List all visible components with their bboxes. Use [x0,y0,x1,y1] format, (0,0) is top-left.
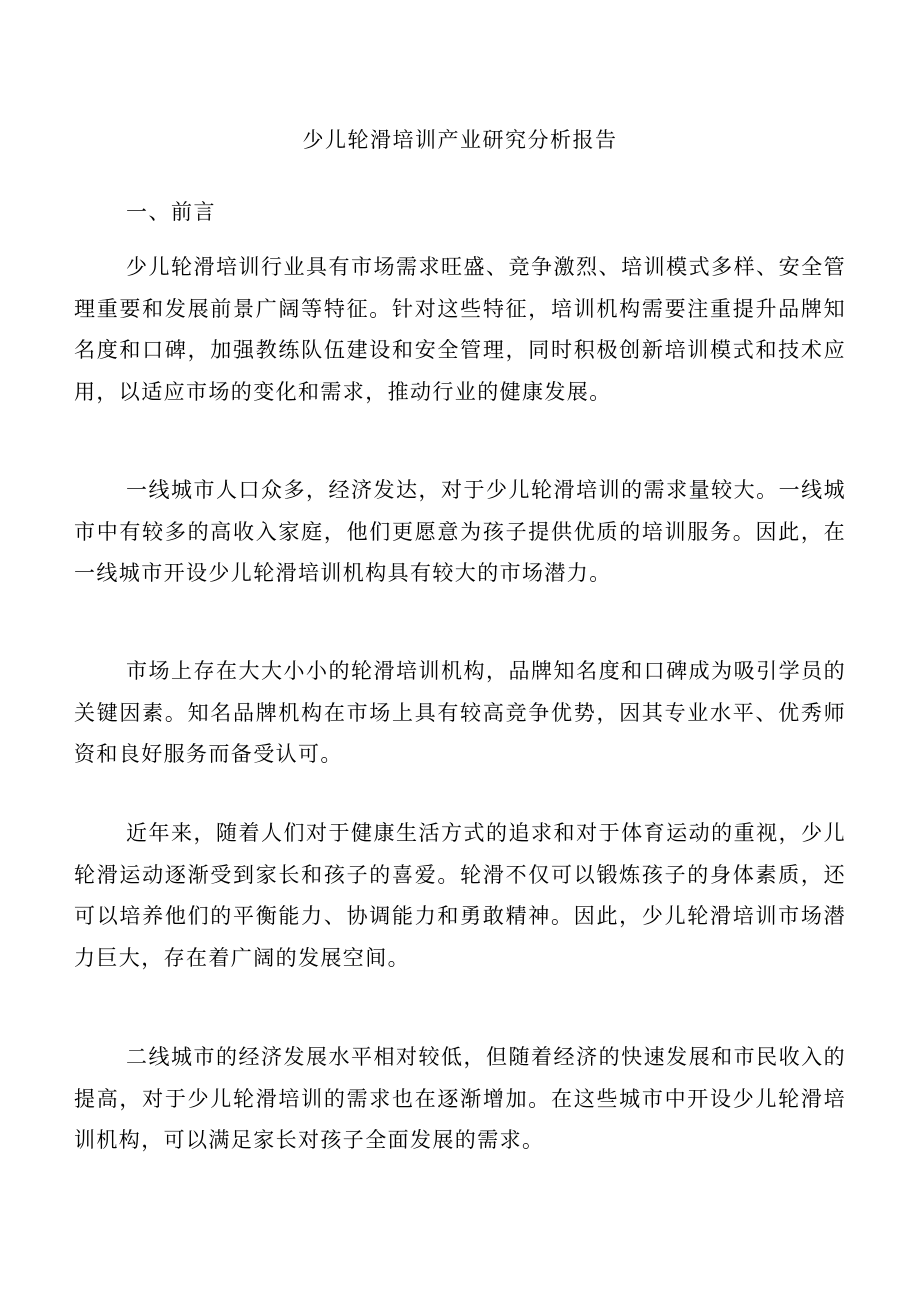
section-heading: 一、前言 [126,200,216,224]
paragraph-4: 近年来，随着人们对于健康生活方式的追求和对于体育运动的重视，少儿轮滑运动逐渐受到家长和孩子的喜爱。轮滑不仅可以锻炼孩子的身体素质，还可以培养他们的平衡能力、协调能力和勇敢精神。因此，少儿轮滑培训市场潜力巨大，存在着广阔的发展空间。 [74,821,846,970]
paragraph-5: 二线城市的经济发展水平相对较低，但随着经济的快速发展和市民收入的提高，对于少儿轮滑培训的需求也在逐渐增加。在这些城市中开设少儿轮滑培训机构，可以满足家长对孩子全面发展的需求。 [74,1045,846,1152]
paragraph-1: 少儿轮滑培训行业具有市场需求旺盛、竞争激烈、培训模式多样、安全管理重要和发展前景广阔等特征。针对这些特征，培训机构需要注重提升品牌知名度和口碑，加强教练队伍建设和安全管理，同时积极创新培训模式和技术应用，以适应市场的变化和需求，推动行业的健康发展。 [74,255,846,404]
document-title: 少儿轮滑培训产业研究分析报告 [302,128,618,152]
paragraph-2: 一线城市人口众多，经济发达，对于少儿轮滑培训的需求量较大。一线城市中有较多的高收入家庭，他们更愿意为孩子提供优质的培训服务。因此，在一线城市开设少儿轮滑培训机构具有较大的市场潜力。 [74,478,846,585]
paragraph-3: 市场上存在大大小小的轮滑培训机构，品牌知名度和口碑成为吸引学员的关键因素。知名品牌机构在市场上具有较高竞争优势，因其专业水平、优秀师资和良好服务而备受认可。 [74,659,846,766]
